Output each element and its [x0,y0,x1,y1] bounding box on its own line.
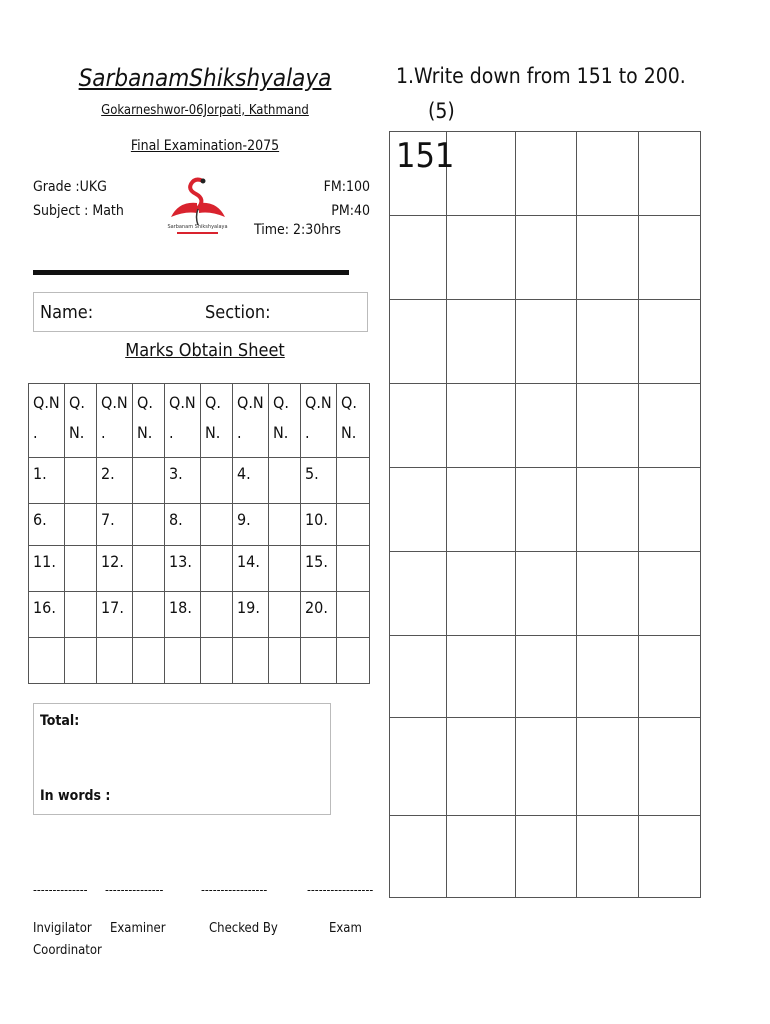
grid-row [390,816,701,898]
grid-cell-text [639,300,700,304]
question-number-cell: 10. [301,504,337,546]
total-label: Total: [40,713,80,729]
invigilator-signature [33,918,102,962]
header-cell: Q. N. [201,384,233,458]
name-section-box [33,292,368,332]
question-number-cell: 6. [29,504,65,546]
grid-cell-text [577,636,638,640]
marks-cell[interactable] [201,638,233,684]
grid-cell-text [447,300,515,304]
question-number-cell [165,638,201,684]
grid-cell[interactable] [639,216,701,300]
section-label: Section: [205,302,271,323]
grid-cell-text [390,552,446,556]
grid-cell[interactable] [577,132,639,216]
grid-cell-text [447,132,515,136]
marks-cell[interactable] [269,504,301,546]
question-number-cell: 16. [29,592,65,638]
total-box[interactable] [33,703,331,815]
marks-table-header [29,384,370,458]
question-number-cell: 1. [29,458,65,504]
marks-sheet-title: Marks Obtain Sheet [125,340,285,361]
grid-cell-text [577,300,638,304]
question-number-cell: 12. [97,546,133,592]
pass-marks-label: PM:40 [331,203,370,219]
header-cell: Q.N . [29,384,65,458]
table-row [29,458,370,504]
grid-cell[interactable] [516,636,577,718]
school-address: Gokarneshwor-06Jorpati, Kathmand [101,103,309,118]
marks-cell[interactable] [133,504,165,546]
question-1-text: 1.Write down from 151 to 200. [396,64,686,88]
grid-cell-text [516,718,576,722]
header-divider [33,270,349,275]
question-number-cell [233,638,269,684]
grid-cell-text [516,132,576,136]
marks-cell[interactable] [65,638,97,684]
number-writing-grid [389,131,701,898]
marks-cell[interactable] [133,546,165,592]
grid-cell[interactable] [447,384,516,468]
question-number-cell: 4. [233,458,269,504]
marks-cell[interactable] [269,546,301,592]
grid-cell-text [390,384,446,388]
grid-cell-text [639,816,700,820]
marks-cell[interactable] [269,638,301,684]
marks-cell[interactable] [133,458,165,504]
question-1-marks: (5) [428,99,455,123]
question-number-cell: 5. [301,458,337,504]
table-row [29,638,370,684]
grid-cell-text [577,216,638,220]
grid-cell-text [577,468,638,472]
in-words-label: In words : [40,788,111,804]
grid-cell-text [390,816,446,820]
question-number-cell: 17. [97,592,133,638]
class-info [33,175,124,223]
grid-cell[interactable] [577,552,639,636]
question-number-cell: 13. [165,546,201,592]
grid-cell[interactable] [577,816,639,898]
grid-cell[interactable] [577,468,639,552]
grid-cell[interactable] [639,636,701,718]
grid-row [390,468,701,552]
grid-cell-text [639,552,700,556]
grid-cell[interactable] [447,132,516,216]
question-number-cell: 15. [301,546,337,592]
grid-row [390,132,701,216]
marks-info [250,175,370,223]
grid-cell-text [516,636,576,640]
grid-cell-text [639,636,700,640]
marks-cell[interactable] [337,592,370,638]
grid-cell[interactable] [516,300,577,384]
header-cell: Q.N . [165,384,201,458]
grid-cell[interactable] [390,636,447,718]
grid-cell[interactable] [447,816,516,898]
grid-cell-text [577,132,638,136]
grid-cell[interactable] [390,132,455,216]
grid-cell[interactable] [447,636,516,718]
grid-cell-text [447,816,515,820]
grid-cell[interactable] [447,552,516,636]
grid-cell-text [639,132,700,136]
question-number-cell: 3. [165,458,201,504]
grid-cell[interactable] [516,816,577,898]
signature-line: ----------------- [201,883,268,897]
grid-cell-text [447,468,515,472]
grid-cell[interactable] [390,216,447,300]
marks-cell[interactable] [269,458,301,504]
question-number-cell: 2. [97,458,133,504]
grid-cell-text [516,468,576,472]
marks-cell[interactable] [337,546,370,592]
grid-cell[interactable] [447,216,516,300]
school-name: SarbanamShikshyalaya [78,64,332,92]
grid-cell[interactable] [577,300,639,384]
time-label: Time: 2:30hrs [253,222,341,238]
grid-cell-text: 151 [396,136,455,176]
grid-cell-text [390,300,446,304]
question-number-cell: 20. [301,592,337,638]
header-cell: Q.N . [301,384,337,458]
question-number-cell: 8. [165,504,201,546]
grid-cell[interactable] [639,552,701,636]
header-cell: Q. N. [133,384,165,458]
grid-cell[interactable] [390,718,447,816]
question-number-cell: 18. [165,592,201,638]
grid-cell[interactable] [390,816,447,898]
exam-title: Final Examination-2075 [130,138,280,154]
grid-row [390,216,701,300]
grid-cell-text [577,718,638,722]
question-number-cell [301,638,337,684]
grid-cell[interactable] [516,132,577,216]
grid-row [390,384,701,468]
grid-cell[interactable] [516,552,577,636]
grid-cell-text [447,216,515,220]
question-number-cell: 19. [233,592,269,638]
grid-cell[interactable] [447,468,516,552]
marks-cell[interactable] [201,458,233,504]
full-marks-label: FM:100 [323,179,370,195]
grid-row [390,300,701,384]
grid-cell[interactable] [390,552,447,636]
grid-cell[interactable] [639,718,701,816]
signature-line: ----------------- [307,883,374,897]
grid-cell[interactable] [447,300,516,384]
signature-line: --------------- [105,883,164,897]
examiner-label: Examiner [110,921,166,936]
grid-cell[interactable] [390,384,447,468]
question-number-cell [97,638,133,684]
table-row [29,546,370,592]
name-label: Name: [40,302,94,323]
question-number-cell: 11. [29,546,65,592]
grade-label: Grade :UKG [33,179,107,195]
grid-cell-text [390,468,446,472]
marks-cell[interactable] [201,504,233,546]
header-cell: Q.N . [97,384,133,458]
table-row [29,504,370,546]
exam-label: Exam [329,921,362,936]
grid-cell[interactable] [639,468,701,552]
header-cell: Q.N . [233,384,269,458]
question-number-cell: 9. [233,504,269,546]
grid-cell[interactable] [516,216,577,300]
table-row [29,592,370,638]
marks-cell[interactable] [65,504,97,546]
grid-cell-text [516,216,576,220]
header-cell: Q. N. [269,384,301,458]
grid-cell-text [577,384,638,388]
invigilator-label: Invigilator [33,921,92,936]
marks-cell[interactable] [337,458,370,504]
grid-row [390,718,701,816]
marks-cell[interactable] [201,592,233,638]
grid-cell-text [577,552,638,556]
marks-cell[interactable] [133,638,165,684]
grid-row [390,636,701,718]
header-cell: Q. N. [65,384,97,458]
grid-cell-text [516,384,576,388]
header-cell: Q. N. [337,384,370,458]
grid-cell[interactable] [516,718,577,816]
marks-cell[interactable] [269,592,301,638]
grid-cell-text [639,718,700,722]
grid-cell[interactable] [390,300,447,384]
grid-cell[interactable] [639,384,701,468]
marks-table [28,383,370,684]
grid-cell-text [639,468,700,472]
grid-cell[interactable] [577,384,639,468]
grid-cell-text [516,300,576,304]
grid-cell[interactable] [516,384,577,468]
marks-cell[interactable] [65,592,97,638]
grid-cell[interactable] [390,468,447,552]
grid-cell[interactable] [577,718,639,816]
checked-by-label: Checked By [209,921,278,936]
marks-cell[interactable] [201,546,233,592]
grid-cell-text [390,636,446,640]
logo-caption: Sarbanam Shikshyalaya [167,224,228,230]
question-number-cell: 7. [97,504,133,546]
school-logo [165,175,230,239]
grid-cell-text [577,816,638,820]
grid-row [390,552,701,636]
grid-cell-text [447,384,515,388]
marks-cell[interactable] [133,592,165,638]
swan-s-logo-icon [165,175,230,239]
grid-cell-text [447,552,515,556]
grid-cell-text [447,636,515,640]
grid-cell[interactable] [577,636,639,718]
grid-cell[interactable] [516,468,577,552]
grid-cell-text [639,384,700,388]
marks-cell[interactable] [65,546,97,592]
grid-cell[interactable] [577,216,639,300]
grid-cell[interactable] [639,132,701,216]
grid-cell-text [516,816,576,820]
marks-cell[interactable] [337,504,370,546]
grid-cell-text [639,216,700,220]
question-number-cell: 14. [233,546,269,592]
marks-cell[interactable] [337,638,370,684]
grid-cell[interactable] [639,300,701,384]
grid-cell[interactable] [447,718,516,816]
grid-cell[interactable] [639,816,701,898]
question-number-cell [29,638,65,684]
subject-label: Subject : Math [33,203,124,219]
signature-line: -------------- [33,883,88,897]
grid-cell-text [390,216,446,220]
grid-cell-text [447,718,515,722]
grid-cell-text [516,552,576,556]
grid-cell-text [390,718,446,722]
marks-cell[interactable] [65,458,97,504]
coordinator-label: Coordinator [33,943,102,958]
